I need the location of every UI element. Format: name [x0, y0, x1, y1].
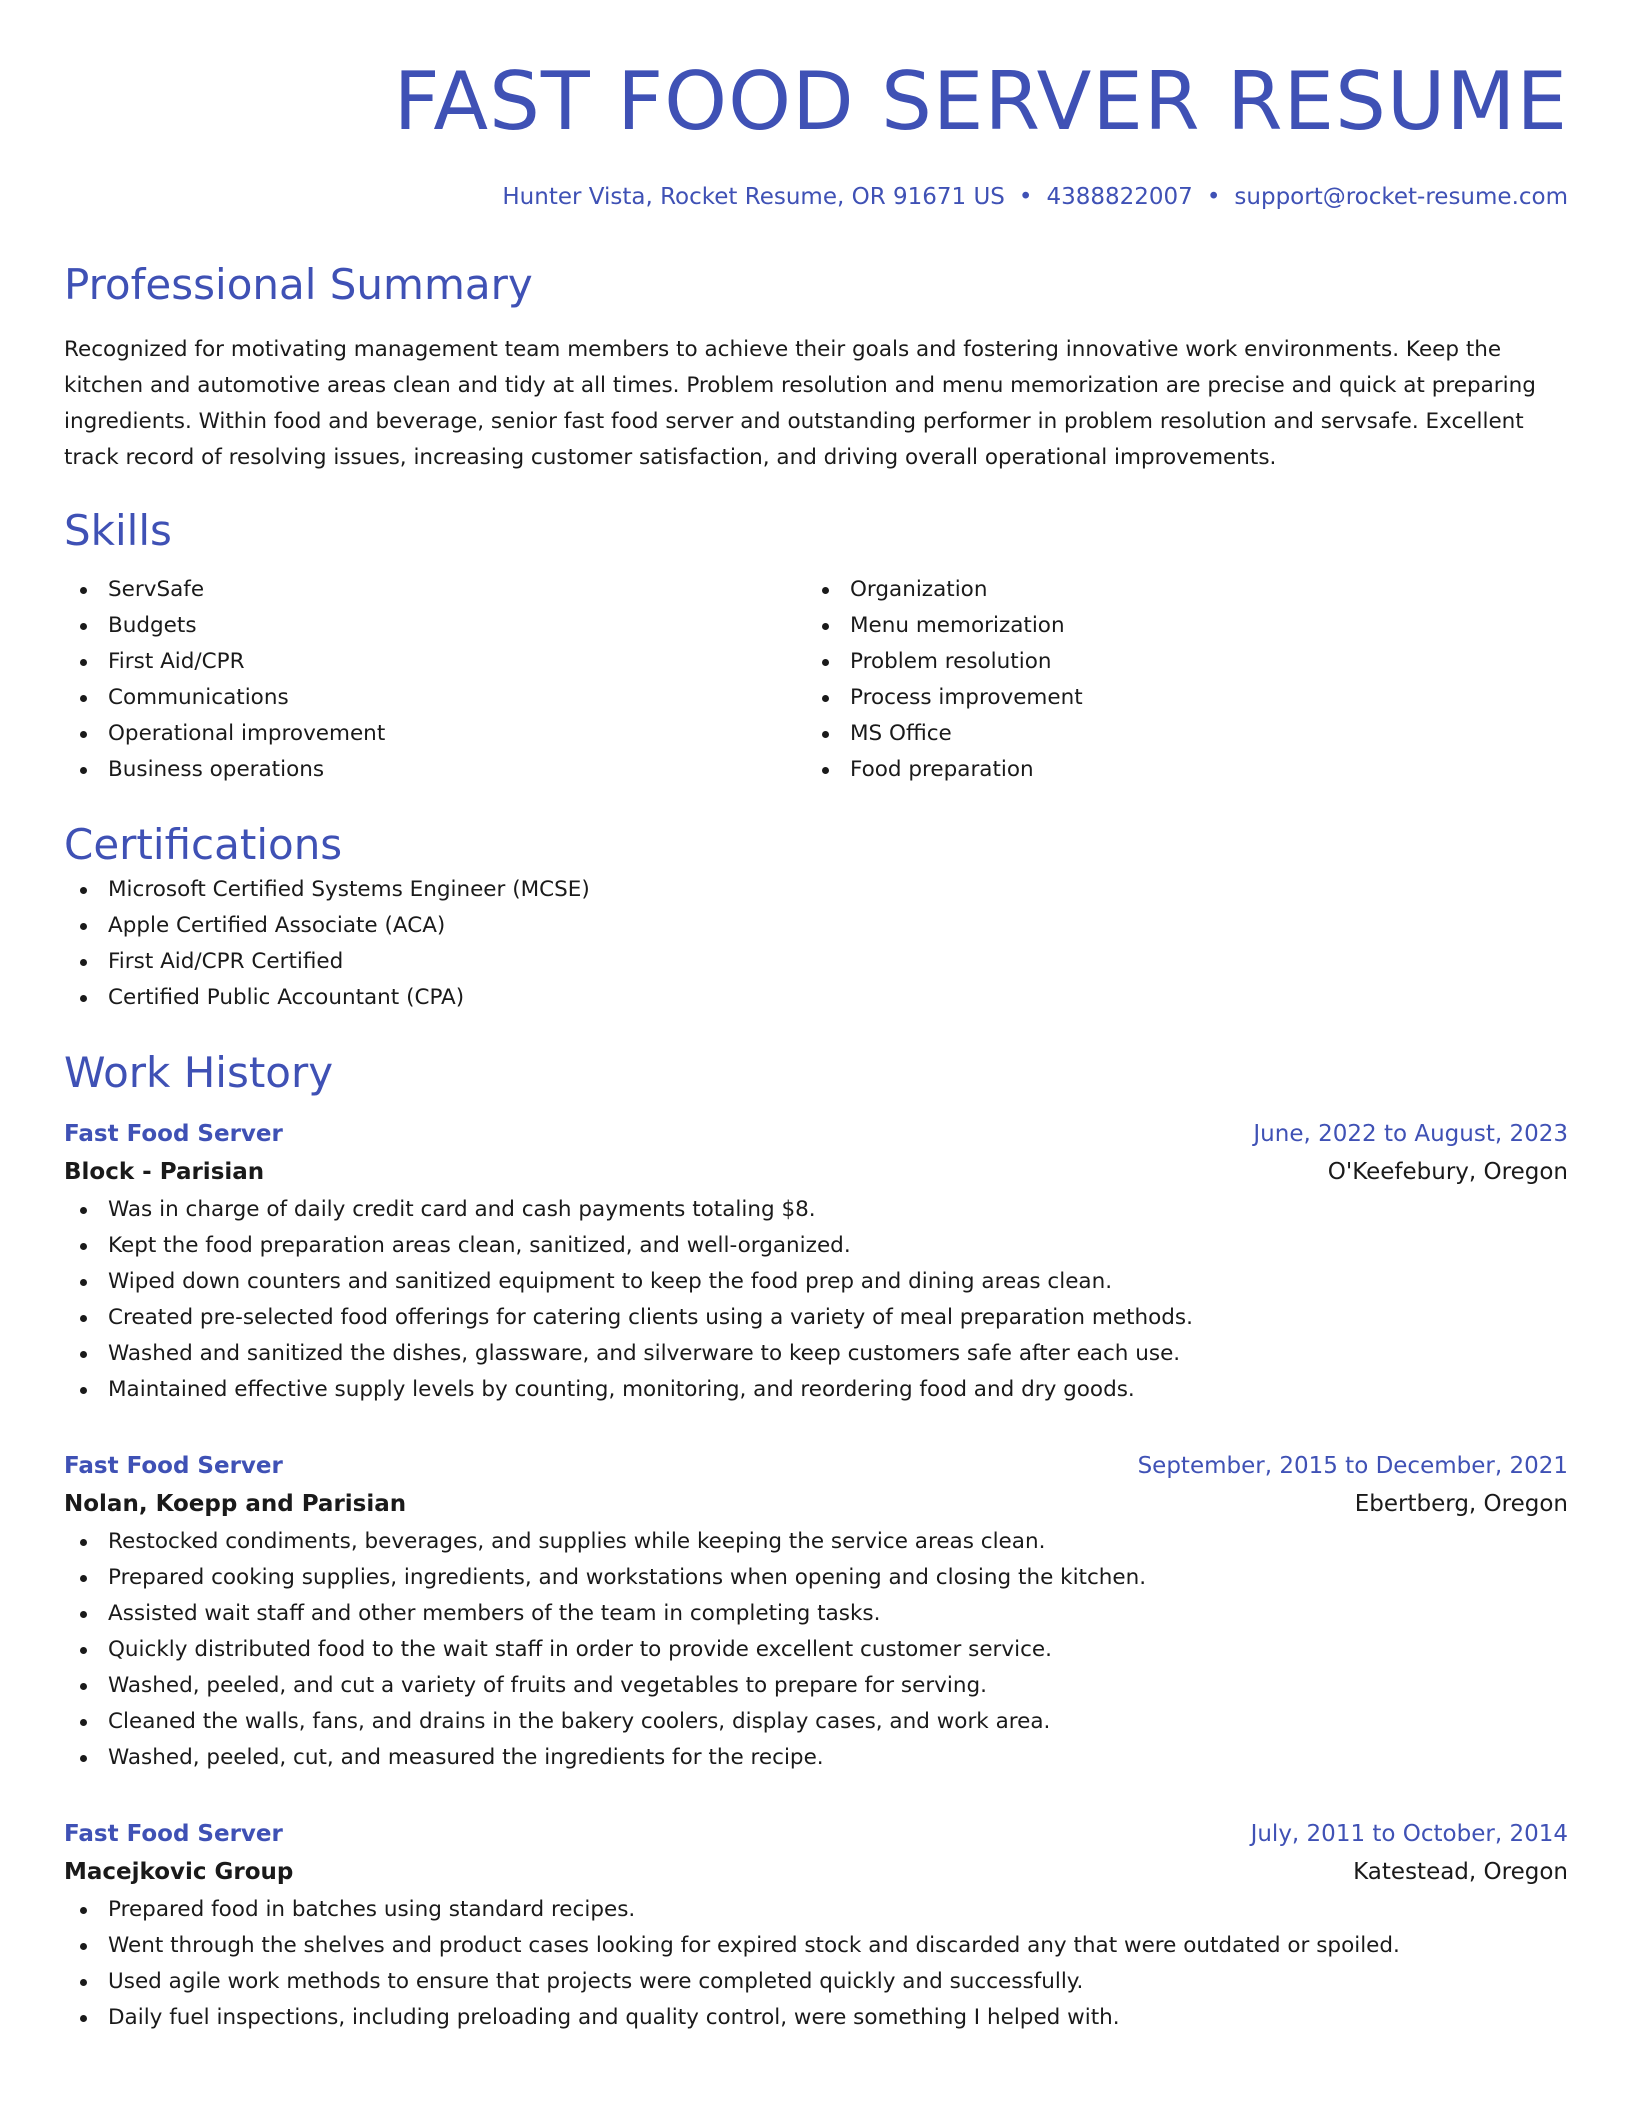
skill-label: Menu memorization: [850, 613, 1065, 638]
certification-item: [64, 980, 1568, 1016]
skills-column-left: [64, 572, 806, 788]
skill-label: Business operations: [108, 757, 325, 782]
bullet-icon: [822, 623, 829, 630]
bullet-icon: [80, 1539, 87, 1546]
bullet-icon: [80, 1755, 87, 1762]
job-duties-list: [64, 1524, 1568, 1776]
skill-label: MS Office: [850, 721, 952, 746]
certification-label: Certified Public Accountant (CPA): [108, 985, 465, 1010]
bullet-icon: [80, 1315, 87, 1322]
skill-item: [806, 608, 1548, 644]
bullet-icon: [80, 1387, 87, 1394]
bullet-icon: [80, 887, 87, 894]
bullet-icon: [80, 1207, 87, 1214]
resume-page: [64, 0, 1568, 2036]
job-duty-item: [64, 1928, 1568, 1964]
job-duty-item: [64, 1668, 1568, 1704]
bullet-icon: [80, 1351, 87, 1358]
job-duty-item: [64, 1596, 1568, 1632]
bullet-icon: [80, 1647, 87, 1654]
job-duty-text: Went through the shelves and product cases looking for expired stock and discarded any that were outdated or spoiled.: [108, 1933, 1400, 1958]
job-location: Ebertberg, Oregon: [1354, 1491, 1568, 1517]
job-header-row: [64, 1116, 1568, 1152]
bullet-icon: [80, 959, 87, 966]
bullet-icon: [822, 767, 829, 774]
skill-item: [64, 608, 806, 644]
job-duty-text: Assisted wait staff and other members of the team in completing tasks.: [108, 1601, 881, 1626]
skill-item: [64, 572, 806, 608]
skills-column-right: [806, 572, 1548, 788]
job-duty-item: [64, 1228, 1568, 1264]
job-duty-text: Washed, peeled, and cut a variety of fruits and vegetables to prepare for serving.: [108, 1673, 987, 1698]
bullet-icon: [80, 731, 87, 738]
bullet-icon: [80, 587, 87, 594]
certification-label: Apple Certified Associate (ACA): [108, 913, 446, 938]
skill-item: [64, 680, 806, 716]
skills-list-right: [806, 572, 1548, 788]
job-duty-text: Restocked condiments, beverages, and supplies while keeping the service areas clean.: [108, 1529, 1046, 1554]
contact-address: Hunter Vista, Rocket Resume, OR 91671 US: [502, 184, 1005, 210]
certification-label: Microsoft Certified Systems Engineer (MCSE): [108, 877, 590, 902]
skill-item: [806, 680, 1548, 716]
skill-item: [64, 716, 806, 752]
job-duty-item: [64, 1964, 1568, 2000]
skill-label: Budgets: [108, 613, 197, 638]
job-duty-text: Washed and sanitized the dishes, glassware, and silverware to keep customers safe after each use.: [108, 1341, 1181, 1366]
contact-phone: 4388822007: [1046, 184, 1193, 210]
skill-item: [806, 572, 1548, 608]
job-duty-item: [64, 1300, 1568, 1336]
job-duty-text: Was in charge of daily credit card and cash payments totaling $8.: [108, 1197, 816, 1222]
skill-item: [64, 752, 806, 788]
resume-header: [64, 0, 1568, 212]
job-header-row: [64, 1816, 1568, 1852]
summary-text: Recognized for motivating management team members to achieve their goals and fostering innovative work environments. Keep the kitchen and automotive areas clean and tidy at all times. Problem resolution and menu memorization are precise and quick at preparing ingredients. Within food and beverage, senior fast food server and outstanding performer in problem resolution and servsafe. Excellent track record of resolving issues, increasing customer satisfaction, and driving overall operational improvements.: [64, 337, 1536, 470]
bullet-icon: [80, 1611, 87, 1618]
skill-item: [64, 644, 806, 680]
bullet-icon: [822, 731, 829, 738]
job-entry: [64, 1116, 1568, 1408]
certification-item: [64, 872, 1568, 908]
bullet-icon: [80, 995, 87, 1002]
skill-item: [806, 716, 1548, 752]
job-duty-item: [64, 2000, 1568, 2036]
job-duty-text: Kept the food preparation areas clean, sanitized, and well-organized.: [108, 1233, 851, 1258]
job-location: Katestead, Oregon: [1353, 1859, 1568, 1885]
job-duty-text: Created pre-selected food offerings for catering clients using a variety of meal preparation methods.: [108, 1305, 1193, 1330]
skill-item: [806, 644, 1548, 680]
job-duty-text: Prepared cooking supplies, ingredients, and workstations when opening and closing the kitchen.: [108, 1565, 1147, 1590]
bullet-icon: [80, 1719, 87, 1726]
job-company: Macejkovic Group: [64, 1859, 294, 1885]
skills-list-left: [64, 572, 806, 788]
job-duty-item: [64, 1892, 1568, 1928]
bullet-icon: [80, 1575, 87, 1582]
job-duty-item: [64, 1524, 1568, 1560]
job-duty-text: Used agile work methods to ensure that projects were completed quickly and successfully.: [108, 1969, 1084, 1994]
job-company-row: [64, 1484, 1568, 1524]
job-duty-item: [64, 1632, 1568, 1668]
job-duty-item: [64, 1372, 1568, 1408]
job-duty-text: Washed, peeled, cut, and measured the ingredients for the recipe.: [108, 1745, 824, 1770]
summary-heading: Professional Summary: [64, 260, 533, 309]
job-duties-list: [64, 1192, 1568, 1408]
skill-label: Communications: [108, 685, 289, 710]
certifications-list: [64, 872, 1568, 1016]
job-location: O'Keefebury, Oregon: [1327, 1159, 1568, 1185]
bullet-icon: [80, 695, 87, 702]
job-duty-item: [64, 1560, 1568, 1596]
job-dates: September, 2015 to December, 2021: [1137, 1453, 1568, 1479]
job-title: Fast Food Server: [64, 1453, 283, 1479]
skill-label: Process improvement: [850, 685, 1083, 710]
bullet-icon: [80, 2015, 87, 2022]
job-duty-text: Daily fuel inspections, including preloading and quality control, were something I helped with.: [108, 2005, 1120, 2030]
bullet-icon: [80, 1279, 87, 1286]
skills-heading: Skills: [64, 506, 172, 555]
bullet-icon: [80, 623, 87, 630]
skill-label: Food preparation: [850, 757, 1034, 782]
bullet-icon: [80, 767, 87, 774]
job-duty-item: [64, 1192, 1568, 1228]
skill-label: First Aid/CPR: [108, 649, 245, 674]
skill-label: ServSafe: [108, 577, 205, 602]
job-dates: June, 2022 to August, 2023: [1253, 1121, 1568, 1147]
job-duty-item: [64, 1704, 1568, 1740]
job-duty-item: [64, 1336, 1568, 1372]
job-duty-text: Cleaned the walls, fans, and drains in the bakery coolers, display cases, and work area.: [108, 1709, 1051, 1734]
bullet-icon: [80, 1943, 87, 1950]
bullet-icon: [822, 587, 829, 594]
job-duty-text: Maintained effective supply levels by counting, monitoring, and reordering food and dry goods.: [108, 1377, 1135, 1402]
contact-separator: •: [1206, 184, 1221, 210]
job-company: Nolan, Koepp and Parisian: [64, 1491, 407, 1517]
job-dates: July, 2011 to October, 2014: [1250, 1821, 1568, 1847]
contact-email: support@rocket-resume.com: [1234, 184, 1568, 210]
job-company-row: [64, 1852, 1568, 1892]
job-duties-list: [64, 1892, 1568, 2036]
bullet-icon: [80, 659, 87, 666]
certification-item: [64, 944, 1568, 980]
skills-grid: [64, 572, 1568, 788]
skill-item: [806, 752, 1548, 788]
skill-label: Organization: [850, 577, 988, 602]
job-duty-item: [64, 1740, 1568, 1776]
certification-item: [64, 908, 1568, 944]
job-company: Block - Parisian: [64, 1159, 265, 1185]
bullet-icon: [822, 659, 829, 666]
contact-line: [64, 182, 1568, 212]
contact-separator: •: [1018, 184, 1033, 210]
work-history-heading: Work History: [64, 1048, 334, 1097]
job-entry: [64, 1448, 1568, 1776]
skill-label: Operational improvement: [108, 721, 386, 746]
bullet-icon: [80, 923, 87, 930]
job-entry: [64, 1816, 1568, 2036]
job-duty-text: Prepared food in batches using standard recipes.: [108, 1897, 636, 1922]
bullet-icon: [80, 1979, 87, 1986]
job-duty-text: Quickly distributed food to the wait staff in order to provide excellent customer service.: [108, 1637, 1052, 1662]
job-duty-item: [64, 1264, 1568, 1300]
job-header-row: [64, 1448, 1568, 1484]
bullet-icon: [822, 695, 829, 702]
bullet-icon: [80, 1907, 87, 1914]
skill-label: Problem resolution: [850, 649, 1052, 674]
job-duty-text: Wiped down counters and sanitized equipment to keep the food prep and dining areas clean.: [108, 1269, 1113, 1294]
certifications-heading: Certifications: [64, 820, 343, 869]
resume-title: FAST FOOD SERVER RESUME: [393, 55, 1568, 148]
bullet-icon: [80, 1243, 87, 1250]
bullet-icon: [80, 1683, 87, 1690]
job-title: Fast Food Server: [64, 1821, 283, 1847]
job-company-row: [64, 1152, 1568, 1192]
job-title: Fast Food Server: [64, 1121, 283, 1147]
certification-label: First Aid/CPR Certified: [108, 949, 344, 974]
